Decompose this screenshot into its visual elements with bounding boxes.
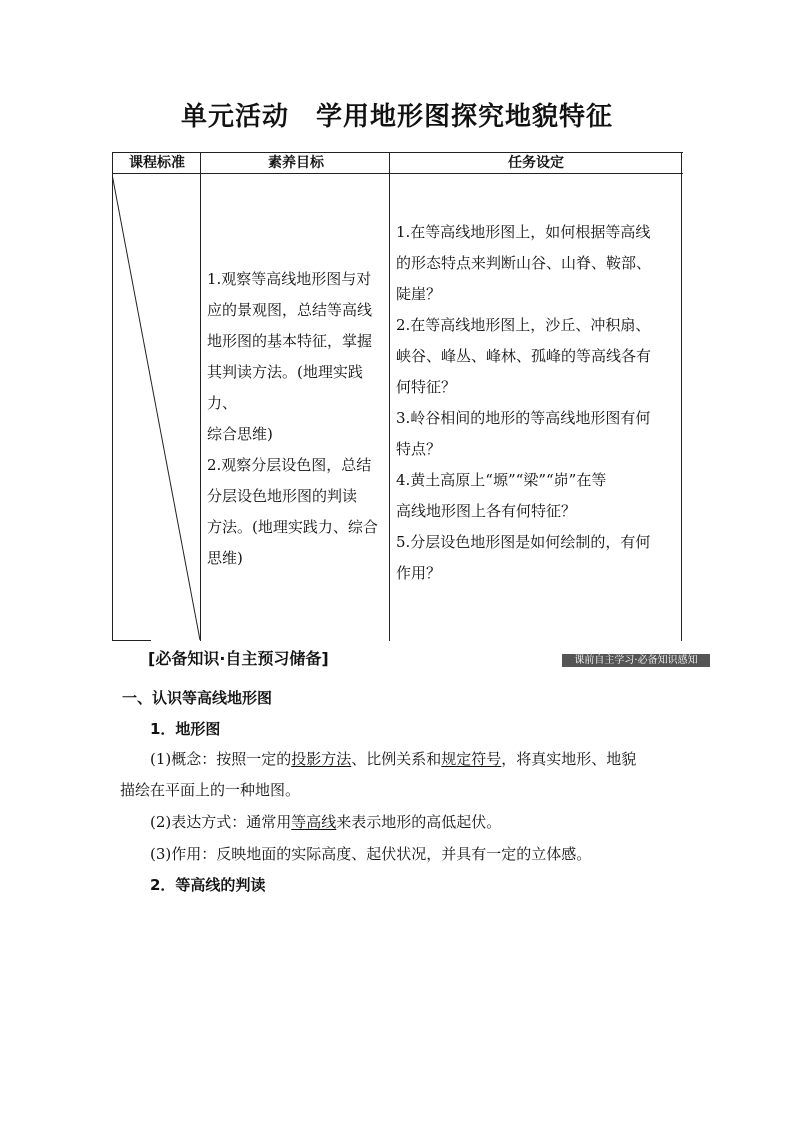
text-span: 来表示地形的高低起伏。 <box>336 813 502 831</box>
task-line: 的形态特点来判断山谷、山脊、鞍部、 <box>396 254 652 272</box>
paragraph-concept <box>150 749 636 769</box>
task-line: 1.在等高线地形图上，如何根据等高线 <box>396 223 651 241</box>
task-line: 作用？ <box>396 564 442 582</box>
page-title: 单元活动 学用地形图探究地貌特征 <box>180 102 613 132</box>
goal-line: 地形图的基本特征，掌握 <box>207 332 373 350</box>
task-line: 陡崖？ <box>396 285 442 303</box>
literacy-goals-cell <box>207 264 391 574</box>
header-literacy-goals: 素养目标 <box>268 155 324 171</box>
task-line: 峡谷、峰丛、峰林、孤峰的等高线各有 <box>396 347 652 365</box>
underlined-term: 投影方法 <box>291 750 352 768</box>
task-line: 5.分层设色地形图是如何绘制的，有何 <box>396 533 651 551</box>
task-line: 何特征？ <box>396 378 457 396</box>
heading-contour-map: 一、认识等高线地形图 <box>122 689 273 707</box>
paragraph-expression <box>150 812 501 832</box>
header-task-setting: 任务设定 <box>508 155 564 171</box>
task-line: 3.岭谷相间的地形的等高线地形图有何 <box>396 409 651 427</box>
task-line: 2.在等高线地形图上，沙丘、冲积扇、 <box>396 316 651 334</box>
goal-line: 分层设色地形图的判读 <box>207 487 358 505</box>
goal-line: 应的景观图，总结等高线 <box>207 301 373 319</box>
section-stamp: 课前自主学习·必备知识感知 <box>562 654 710 667</box>
goal-line: 2.观察分层设色图，总结 <box>207 456 372 474</box>
goal-line: 其判读方法。(地理实践力、 <box>207 363 363 412</box>
paragraph-function: (3)作用：反映地面的实际高度、起伏状况，并具有一定的立体感。 <box>150 845 592 863</box>
paragraph-concept-continued: 描绘在平面上的一种地图。 <box>120 781 301 799</box>
heading-contour-reading: 2．等高线的判读 <box>150 876 266 894</box>
goal-line: 综合思维) <box>207 425 273 443</box>
goal-line: 1.观察等高线地形图与对 <box>207 270 372 288</box>
task-line: 特点？ <box>396 440 442 458</box>
text-span: 、比例关系和 <box>351 750 442 768</box>
heading-topographic-map: 1．地形图 <box>150 720 221 738</box>
underlined-term: 规定符号 <box>441 750 502 768</box>
text-span: (2)表达方式：通常用 <box>150 813 292 831</box>
goal-line: 方法。(地理实践力、综合 <box>207 518 378 536</box>
empty-cell-diagonal <box>112 174 201 641</box>
underlined-term: 等高线 <box>291 813 337 831</box>
text-span: ，将真实地形、地貌 <box>501 750 637 768</box>
section-header: [必备知识·自主预习储备] <box>148 649 329 668</box>
header-course-standard: 课程标准 <box>129 155 185 171</box>
task-line: 4.黄土高原上“塬”“梁”“峁”在等 <box>396 471 607 489</box>
text-span: (1)概念：按照一定的 <box>150 750 292 768</box>
task-setting-cell <box>396 217 680 589</box>
table-right-border <box>681 152 682 641</box>
task-line: 高线地形图上各有何特征？ <box>396 502 577 520</box>
goal-line: 思维) <box>207 549 243 567</box>
